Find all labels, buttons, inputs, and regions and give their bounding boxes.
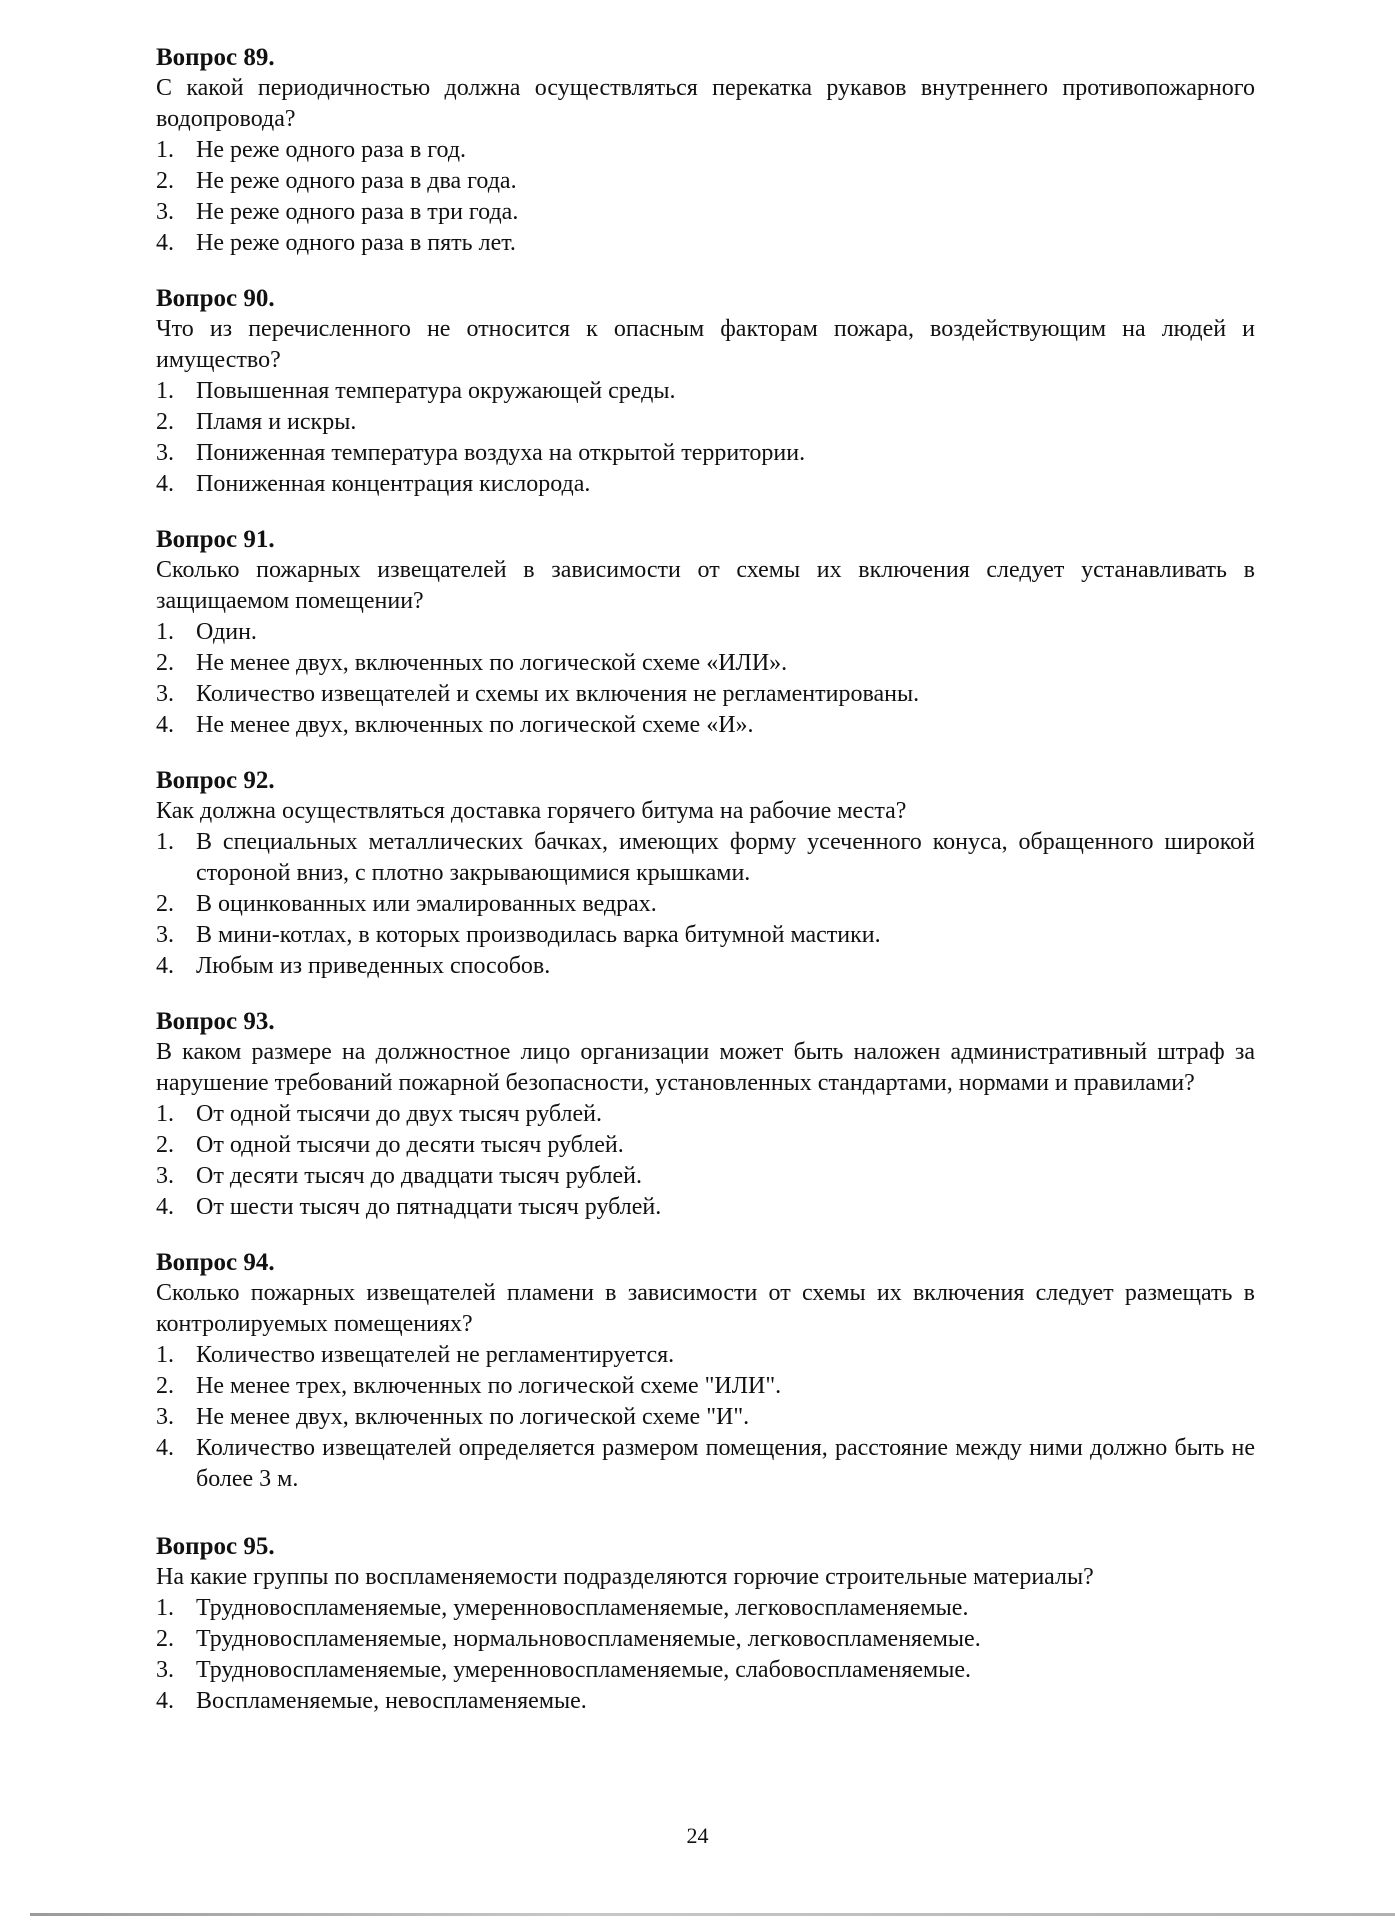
answer-text: От шести тысяч до пятнадцати тысяч рублей. bbox=[196, 1194, 662, 1220]
answer-option bbox=[156, 228, 1255, 259]
answer-text: Трудновоспламеняемые, умеренновоспламеняемые, легковоспламеняемые. bbox=[196, 1595, 969, 1621]
question-92 bbox=[156, 765, 1255, 982]
question-94 bbox=[156, 1247, 1255, 1495]
answer-option bbox=[156, 951, 1255, 982]
answer-number: 4. bbox=[156, 471, 174, 497]
question-title: Вопрос 90. bbox=[156, 285, 275, 312]
answer-option bbox=[156, 827, 1255, 889]
question-text: Сколько пожарных извещателей в зависимости от схемы их включения следует устанавливать в защищаемом помещении? bbox=[156, 557, 1255, 614]
answer-option bbox=[156, 1433, 1255, 1495]
answer-option bbox=[156, 1402, 1255, 1433]
answer-text: Трудновоспламеняемые, нормальновоспламеняемые, легковоспламеняемые. bbox=[196, 1626, 981, 1652]
answer-text: Повышенная температура окружающей среды. bbox=[196, 378, 676, 404]
answer-option bbox=[156, 1340, 1255, 1371]
answer-text: От одной тысячи до двух тысяч рублей. bbox=[196, 1101, 603, 1127]
question-title: Вопрос 95. bbox=[156, 1533, 275, 1560]
answer-text: От одной тысячи до десяти тысяч рублей. bbox=[196, 1132, 624, 1158]
answer-number: 3. bbox=[156, 199, 174, 225]
answer-number: 2. bbox=[156, 1626, 174, 1652]
answer-text: Не реже одного раза в пять лет. bbox=[196, 230, 516, 256]
question-text: Сколько пожарных извещателей пламени в зависимости от схемы их включения следует размещать в контролируемых помещениях? bbox=[156, 1280, 1255, 1337]
question-title: Вопрос 92. bbox=[156, 767, 275, 794]
answer-option bbox=[156, 438, 1255, 469]
answer-text: В мини-котлах, в которых производилась варка битумной мастики. bbox=[196, 922, 881, 948]
page-number: 24 bbox=[686, 1823, 709, 1848]
answer-number: 2. bbox=[156, 1132, 174, 1158]
answer-number: 3. bbox=[156, 1404, 174, 1430]
answer-text: Пламя и искры. bbox=[196, 409, 357, 435]
answer-number: 2. bbox=[156, 650, 174, 676]
answer-number: 2. bbox=[156, 1373, 174, 1399]
answer-list bbox=[156, 135, 1255, 259]
answer-text: В оцинкованных или эмалированных ведрах. bbox=[196, 891, 657, 917]
question-text: С какой периодичностью должна осуществляться перекатка рукавов внутреннего противопожарного водопровода? bbox=[156, 75, 1255, 132]
answer-number: 1. bbox=[156, 619, 174, 645]
answer-text: Воспламеняемые, невоспламеняемые. bbox=[196, 1688, 587, 1714]
answer-number: 3. bbox=[156, 681, 174, 707]
answer-text: Любым из приведенных способов. bbox=[196, 953, 551, 979]
answer-option bbox=[156, 1099, 1255, 1130]
answer-number: 1. bbox=[156, 137, 174, 163]
answer-number: 3. bbox=[156, 1657, 174, 1683]
answer-option bbox=[156, 617, 1255, 648]
answer-number: 4. bbox=[156, 1688, 174, 1714]
question-text: Как должна осуществляться доставка горячего битума на рабочие места? bbox=[156, 798, 907, 824]
answer-text: Количество извещателей определяется размером помещения, расстояние между ними должно быть не более 3 м. bbox=[196, 1435, 1255, 1492]
answer-option bbox=[156, 889, 1255, 920]
answer-list bbox=[156, 376, 1255, 500]
question-text: В каком размере на должностное лицо организации может быть наложен административный штраф за нарушение требований пожарной безопасности, установленных стандартами, нормами и правилами? bbox=[156, 1039, 1255, 1096]
answer-text: Пониженная температура воздуха на открытой территории. bbox=[196, 440, 806, 466]
answer-option bbox=[156, 1192, 1255, 1223]
answer-list bbox=[156, 1099, 1255, 1223]
answer-text: Не менее двух, включенных по логической схеме "И". bbox=[196, 1404, 750, 1430]
answer-option bbox=[156, 1624, 1255, 1655]
answer-number: 4. bbox=[156, 953, 174, 979]
answer-option bbox=[156, 135, 1255, 166]
question-title: Вопрос 89. bbox=[156, 44, 275, 71]
answer-number: 2. bbox=[156, 409, 174, 435]
answer-text: Не реже одного раза в три года. bbox=[196, 199, 519, 225]
answer-option bbox=[156, 920, 1255, 951]
answer-option bbox=[156, 648, 1255, 679]
answer-list bbox=[156, 1593, 1255, 1717]
answer-option bbox=[156, 1593, 1255, 1624]
answer-option bbox=[156, 1686, 1255, 1717]
answer-text: Количество извещателей и схемы их включения не регламентированы. bbox=[196, 681, 920, 707]
answer-list bbox=[156, 617, 1255, 741]
answer-number: 1. bbox=[156, 378, 174, 404]
answer-text: В специальных металлических бачках, имеющих форму усеченного конуса, обращенного широкой стороной вниз, с плотно закрывающимися крышками. bbox=[196, 829, 1255, 886]
answer-number: 1. bbox=[156, 1342, 174, 1368]
answer-option bbox=[156, 1655, 1255, 1686]
answer-text: От десяти тысяч до двадцати тысяч рублей. bbox=[196, 1163, 643, 1189]
question-91 bbox=[156, 524, 1255, 741]
answer-number: 3. bbox=[156, 1163, 174, 1189]
answer-option bbox=[156, 197, 1255, 228]
question-title: Вопрос 91. bbox=[156, 526, 275, 553]
answer-option bbox=[156, 376, 1255, 407]
answer-number: 2. bbox=[156, 168, 174, 194]
question-95 bbox=[156, 1531, 1255, 1717]
answer-text: Количество извещателей не регламентируется. bbox=[196, 1342, 675, 1368]
answer-number: 1. bbox=[156, 829, 174, 855]
answer-option bbox=[156, 166, 1255, 197]
answer-option bbox=[156, 1371, 1255, 1402]
answer-text: Пониженная концентрация кислорода. bbox=[196, 471, 591, 497]
answer-option bbox=[156, 407, 1255, 438]
answer-text: Не реже одного раза в год. bbox=[196, 137, 467, 163]
answer-option bbox=[156, 679, 1255, 710]
answer-option bbox=[156, 710, 1255, 741]
answer-text: Не реже одного раза в два года. bbox=[196, 168, 517, 194]
answer-list bbox=[156, 1340, 1255, 1495]
answer-number: 3. bbox=[156, 440, 174, 466]
question-90 bbox=[156, 283, 1255, 500]
scan-edge-shadow bbox=[30, 1913, 1395, 1916]
answer-text: Не менее двух, включенных по логической схеме «И». bbox=[196, 712, 754, 738]
answer-number: 4. bbox=[156, 1435, 174, 1461]
question-text: Что из перечисленного не относится к опасным факторам пожара, воздействующим на людей и имущество? bbox=[156, 316, 1255, 373]
answer-number: 4. bbox=[156, 230, 174, 256]
question-text: На какие группы по воспламеняемости подразделяются горючие строительные материалы? bbox=[156, 1564, 1094, 1590]
answer-text: Не менее двух, включенных по логической схеме «ИЛИ». bbox=[196, 650, 788, 676]
answer-text: Один. bbox=[196, 619, 257, 645]
answer-option bbox=[156, 469, 1255, 500]
question-title: Вопрос 93. bbox=[156, 1008, 275, 1035]
answer-number: 1. bbox=[156, 1595, 174, 1621]
answer-number: 1. bbox=[156, 1101, 174, 1127]
answer-number: 3. bbox=[156, 922, 174, 948]
answer-number: 2. bbox=[156, 891, 174, 917]
answer-number: 4. bbox=[156, 1194, 174, 1220]
answer-option bbox=[156, 1130, 1255, 1161]
answer-list bbox=[156, 827, 1255, 982]
answer-number: 4. bbox=[156, 712, 174, 738]
question-93 bbox=[156, 1006, 1255, 1223]
answer-option bbox=[156, 1161, 1255, 1192]
answer-text: Не менее трех, включенных по логической схеме "ИЛИ". bbox=[196, 1373, 782, 1399]
answer-text: Трудновоспламеняемые, умеренновоспламеняемые, слабовоспламеняемые. bbox=[196, 1657, 972, 1683]
question-89 bbox=[156, 42, 1255, 259]
question-title: Вопрос 94. bbox=[156, 1249, 275, 1276]
